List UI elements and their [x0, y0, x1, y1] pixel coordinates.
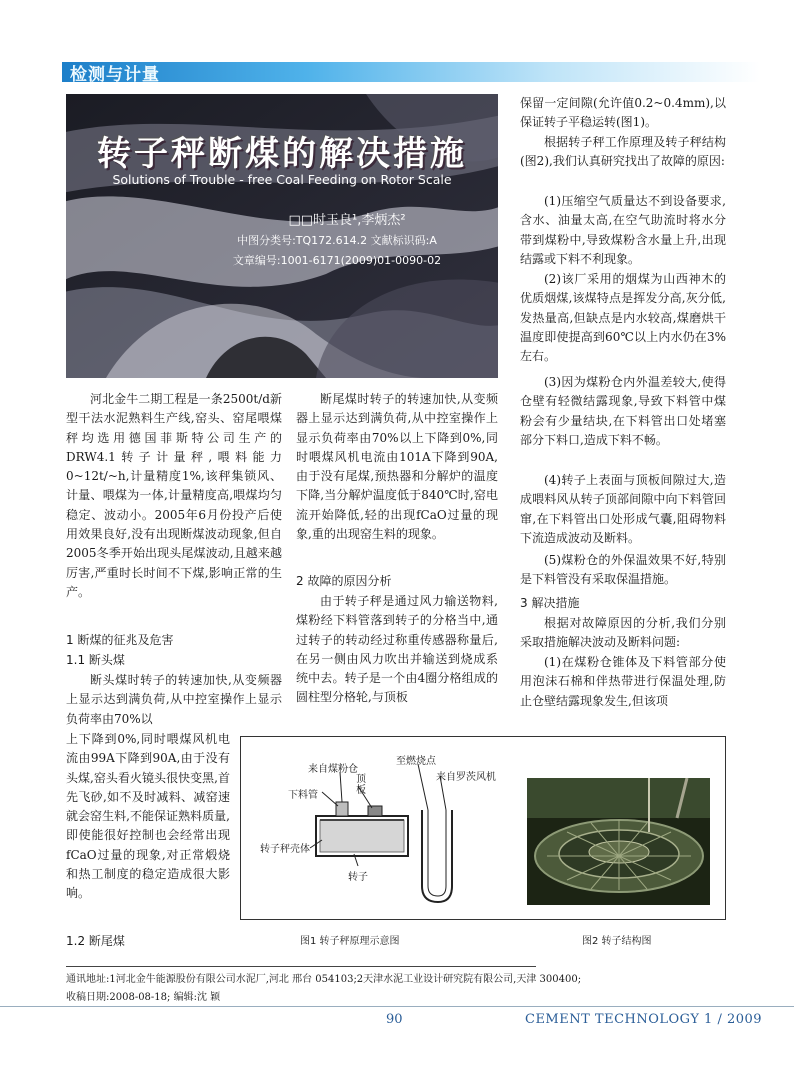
col2-paragraph-1: 断尾煤时转子的转速加快,从变频器上显示达到满负荷,从中控室操作上显示负荷率由70%以上下降到0%,同时喂煤风机电流由101A下降到90A,由于没有尾煤,预热器和分解炉的温度下降,当分解炉温度低于840℃时,窑电流开始降低,轻的出现fCaO过量的现象,重的出现窑生料的现象。: [296, 392, 498, 542]
col3-paragraph-4: (3)因为煤粉仓内外温差较大,使得仓壁有轻微结露现象,导致下料管中煤粉会有少量结块,在下料管出口处堵塞部分下料口,造成下料不畅。: [520, 375, 726, 447]
col3-paragraph-3: (2)该厂采用的烟煤为山西神木的优质烟煤,该煤特点是挥发分高,灰分低,发热量高,但缺点是内水较高,煤磨烘干温度即使提高到60℃以上内水仍在3%左右。: [520, 272, 726, 364]
col1-paragraph-1: 河北金牛二期工程是一条2500t/d新型干法水泥熟料生产线,窑头、窑尾喂煤秤均选用德国菲斯特公司生产的DRW4.1转子计量秤,喂料能力0~12t/~h,计量精度1%,该秤集锁风、计量、喂煤为一体,计量精度高,喂煤均匀稳定、波动小。2005年6月份投产后使用效果良好,没有出现断煤波动现象,但自2005冬季开始出现头尾煤波动,且越来越厉害,严重时长时间不下煤,影响正常的生产。: [66, 392, 282, 599]
col1-paragraph-2b: 上下降到0%,同时喂煤风机电流由99A下降到90A,由于没有头煤,窑头看火镜头很快变黑,首先飞砂,如不及时减料、减窑速就会窑生料,不能保证熟料质量,即使能很好控制也会经常出现fCaO过量的现象,对正常煅烧和热工制度的稳定造成很大影响。: [66, 732, 230, 901]
hero-image: [66, 94, 498, 378]
col3-paragraph-0: 保留一定间隙(允许值0.2~0.4mm),以保证转子平稳运转(图1)。: [520, 96, 726, 130]
label-top-plate: 顶板: [356, 774, 366, 796]
rotor-photo: [527, 778, 710, 905]
authors: □□时玉良¹,李炳杰²: [288, 213, 406, 228]
footnote-received: 收稿日期:2008-08-18; 编辑:沈 颖: [66, 992, 221, 1003]
section-banner: [62, 62, 760, 82]
col3-paragraph-7: 根据对故障原因的分析,我们分别采取措施解决波动及断料问题:: [520, 616, 726, 650]
col3-paragraph-8: (1)在煤粉仓锥体及下料管部分使用泡沫石棉和伴热带进行保温处理,防止仓壁结露现象发生,但该项: [520, 655, 726, 708]
article-title: 转子秤断煤的解决措施: [97, 134, 467, 174]
col3-paragraph-5: (4)转子上表面与顶板间隙过大,造成喂料风从转子顶部间隙中向下料管回窜,在下料管出口处形成气囊,阻碍物料下流造成波动及断料。: [520, 473, 726, 545]
label-to-burner: 至燃烧点: [396, 756, 436, 767]
article-number: 文章编号:1001-6171(2009)01-0090-02: [232, 254, 442, 267]
heading-1-2: 1.2 断尾煤: [66, 934, 125, 948]
rotor-photo-drawing: [527, 778, 710, 905]
heading-1: 1 断煤的征兆及危害: [66, 633, 174, 647]
page-number: 90: [386, 1012, 403, 1027]
article-subtitle: Solutions of Trouble - free Coal Feeding on Rotor Scale: [112, 172, 452, 187]
journal-name: CEMENT TECHNOLOGY 1 / 2009: [525, 1012, 763, 1027]
col1-paragraph-2a: 断头煤时转子的转速加快,从变频器上显示达到满负荷,从中控室操作上显示负荷率由70%以: [66, 673, 282, 726]
label-scale-housing: 转子秤壳体: [260, 844, 310, 855]
figure-1-caption: 图1 转子秤原理示意图: [300, 936, 400, 947]
col2-paragraph-2: 由于转子秤是通过风力输送物料,煤粉经下料管落到转子的分格当中,通过转子的转动经过称重传感器称量后,在另一侧由风力吹出并输送到烧成系统中去。转子是一个由4圈分格组成的圆柱型分格轮,与顶板: [296, 594, 498, 705]
label-from-roots-blower: 来自罗茨风机: [436, 772, 496, 783]
footnote-address: 通讯地址:1河北金牛能源股份有限公司水泥厂,河北 邢台 054103;2天津水泥工业设计研究院有限公司,天津 300400;: [66, 974, 582, 985]
label-from-coal-bin: 来自煤粉仓: [308, 764, 358, 775]
heading-2: 2 故障的原因分析: [296, 574, 392, 588]
col3-paragraph-6: (5)煤粉仓的外保温效果不好,特别是下料管没有采取保温措施。: [520, 553, 726, 587]
heading-3: 3 解决措施: [520, 596, 580, 610]
section-label: 检测与计量: [70, 65, 160, 85]
col3-paragraph-2: (1)压缩空气质量达不到设备要求,含水、油量太高,在空气助流时将水分带到煤粉中,导致煤粉含水量上升,出现结露或下料不利现象。: [520, 194, 726, 266]
footnote-divider: [66, 966, 536, 967]
label-rotor: 转子: [348, 872, 368, 883]
figure-2-caption: 图2 转子结构图: [582, 936, 652, 947]
rotor-scale-diagram: [240, 736, 520, 920]
label-feed-pipe: 下料管: [288, 790, 318, 801]
classification-number: 中图分类号:TQ172.614.2 文献标识码:A: [237, 234, 437, 247]
col3-paragraph-1: 根据转子秤工作原理及转子秤结构(图2),我们认真研究找出了故障的原因:: [520, 135, 726, 169]
footer-divider: [0, 1006, 794, 1007]
heading-1-1: 1.1 断头煤: [66, 653, 125, 667]
